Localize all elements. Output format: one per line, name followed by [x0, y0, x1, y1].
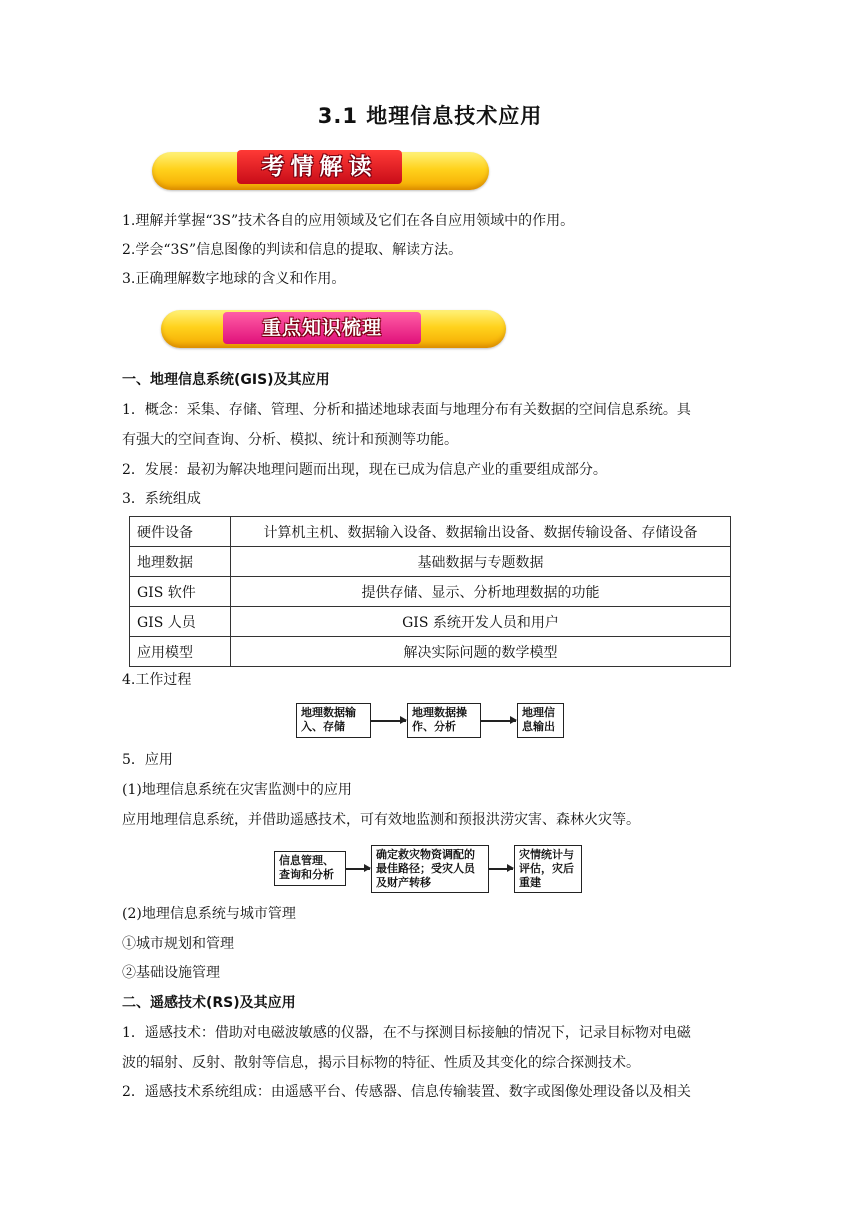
objective-3: 3.正确理解数字地球的含义和作用。	[122, 271, 346, 287]
objective-2: 2.学会“3S”信息图像的判读和信息的提取、解读方法。	[122, 242, 463, 258]
flow-box-line: 地理数据输	[301, 706, 356, 719]
gis-composition-table	[129, 516, 731, 667]
flow-box-line: 地理数据操	[412, 706, 467, 719]
flow-box-line: 评估，灾后	[519, 862, 574, 875]
flow-box-info-management	[274, 851, 346, 886]
table-cell-key: GIS 软件	[130, 577, 231, 607]
infrastructure-item: ②基础设施管理	[122, 965, 220, 981]
rs-definition-line2: 波的辐射、反射、散射等信息，揭示目标物的特征、性质及其变化的综合探测技术。	[122, 1055, 640, 1071]
arrow-right-icon	[371, 720, 406, 722]
disaster-monitoring-text: 应用地理信息系统，并借助遥感技术，可有效地监测和预报洪涝灾害、森林火灾等。	[122, 812, 640, 828]
section-heading-rs: 二、遥感技术(RS)及其应用	[122, 995, 296, 1011]
arrow-right-icon	[346, 868, 370, 870]
table-row	[130, 577, 731, 607]
table-cell-value: GIS 系统开发人员和用户	[231, 607, 731, 637]
table-cell-key: GIS 人员	[130, 607, 231, 637]
flow-box-line: 灾情统计与	[519, 848, 574, 861]
gis-development: 2．发展：最初为解决地理问题而出现，现在已成为信息产业的重要组成部分。	[122, 462, 607, 478]
banner-ribbon	[223, 312, 421, 344]
exam-interpretation-banner	[152, 152, 489, 190]
flow-box-data-input	[296, 703, 371, 738]
flow-box-line: 信息管理、	[279, 854, 334, 867]
flow-box-line: 查询和分析	[279, 868, 334, 881]
section-heading-gis: 一、地理信息系统(GIS)及其应用	[122, 372, 330, 388]
table-cell-value: 提供存储、显示、分析地理数据的功能	[231, 577, 731, 607]
table-cell-value: 计算机主机、数据输入设备、数据输出设备、数据传输设备、存储设备	[231, 517, 731, 547]
flow-box-line: 确定救灾物资调配的	[376, 848, 475, 861]
flow-box-line: 最佳路径；受灾人员	[376, 862, 475, 875]
banner-ribbon	[237, 150, 402, 184]
table-cell-value: 解决实际问题的数学模型	[231, 637, 731, 667]
objective-1: 1.理解并掌握“3S”技术各自的应用领域及它们在各自应用领域中的作用。	[122, 213, 575, 229]
flow-box-line: 重建	[519, 876, 541, 889]
arrow-right-icon	[489, 868, 513, 870]
flow-box-line: 入、存储	[301, 720, 345, 733]
gis-concept-line1: 1．概念：采集、存储、管理、分析和描述地球表面与地理分布有关数据的空间信息系统。具	[122, 402, 691, 418]
flow-box-data-analysis	[407, 703, 481, 738]
table-cell-key: 地理数据	[130, 547, 231, 577]
banner-label: 考情解读	[261, 154, 378, 180]
table-cell-key: 应用模型	[130, 637, 231, 667]
table-cell-key: 硬件设备	[130, 517, 231, 547]
flow-box-line: 及财产转移	[376, 876, 431, 889]
gis-concept-line2: 有强大的空间查询、分析、模拟、统计和预测等功能。	[122, 432, 458, 448]
flow-box-disaster-assessment	[514, 845, 582, 893]
table-row	[130, 547, 731, 577]
city-planning-item: ①城市规划和管理	[122, 936, 234, 952]
application-heading: 5．应用	[122, 752, 173, 768]
table-row	[130, 637, 731, 667]
rs-composition-line: 2．遥感技术系统组成：由遥感平台、传感器、信息传输装置、数字或图像处理设备以及相关	[122, 1084, 691, 1100]
page-title: 3.1 地理信息技术应用	[317, 104, 543, 128]
work-process-heading: 4.工作过程	[122, 672, 192, 688]
disaster-monitoring-heading: (1)地理信息系统在灾害监测中的应用	[122, 782, 352, 798]
flow-box-data-output	[517, 703, 564, 738]
arrow-right-icon	[481, 720, 516, 722]
gis-composition-heading: 3．系统组成	[122, 491, 201, 507]
table-row	[130, 517, 731, 547]
flow-box-line: 作、分析	[412, 720, 456, 733]
flow-box-line: 息输出	[522, 720, 555, 733]
flow-box-relief-routing	[371, 845, 489, 893]
table-cell-value: 基础数据与专题数据	[231, 547, 731, 577]
banner-label: 重点知识梳理	[261, 317, 382, 339]
table-row	[130, 607, 731, 637]
flow-box-line: 地理信	[522, 706, 555, 719]
rs-definition-line1: 1．遥感技术：借助对电磁波敏感的仪器，在不与探测目标接触的情况下，记录目标物对电磁	[122, 1025, 691, 1041]
key-knowledge-banner	[161, 310, 506, 348]
city-management-heading: (2)地理信息系统与城市管理	[122, 906, 296, 922]
